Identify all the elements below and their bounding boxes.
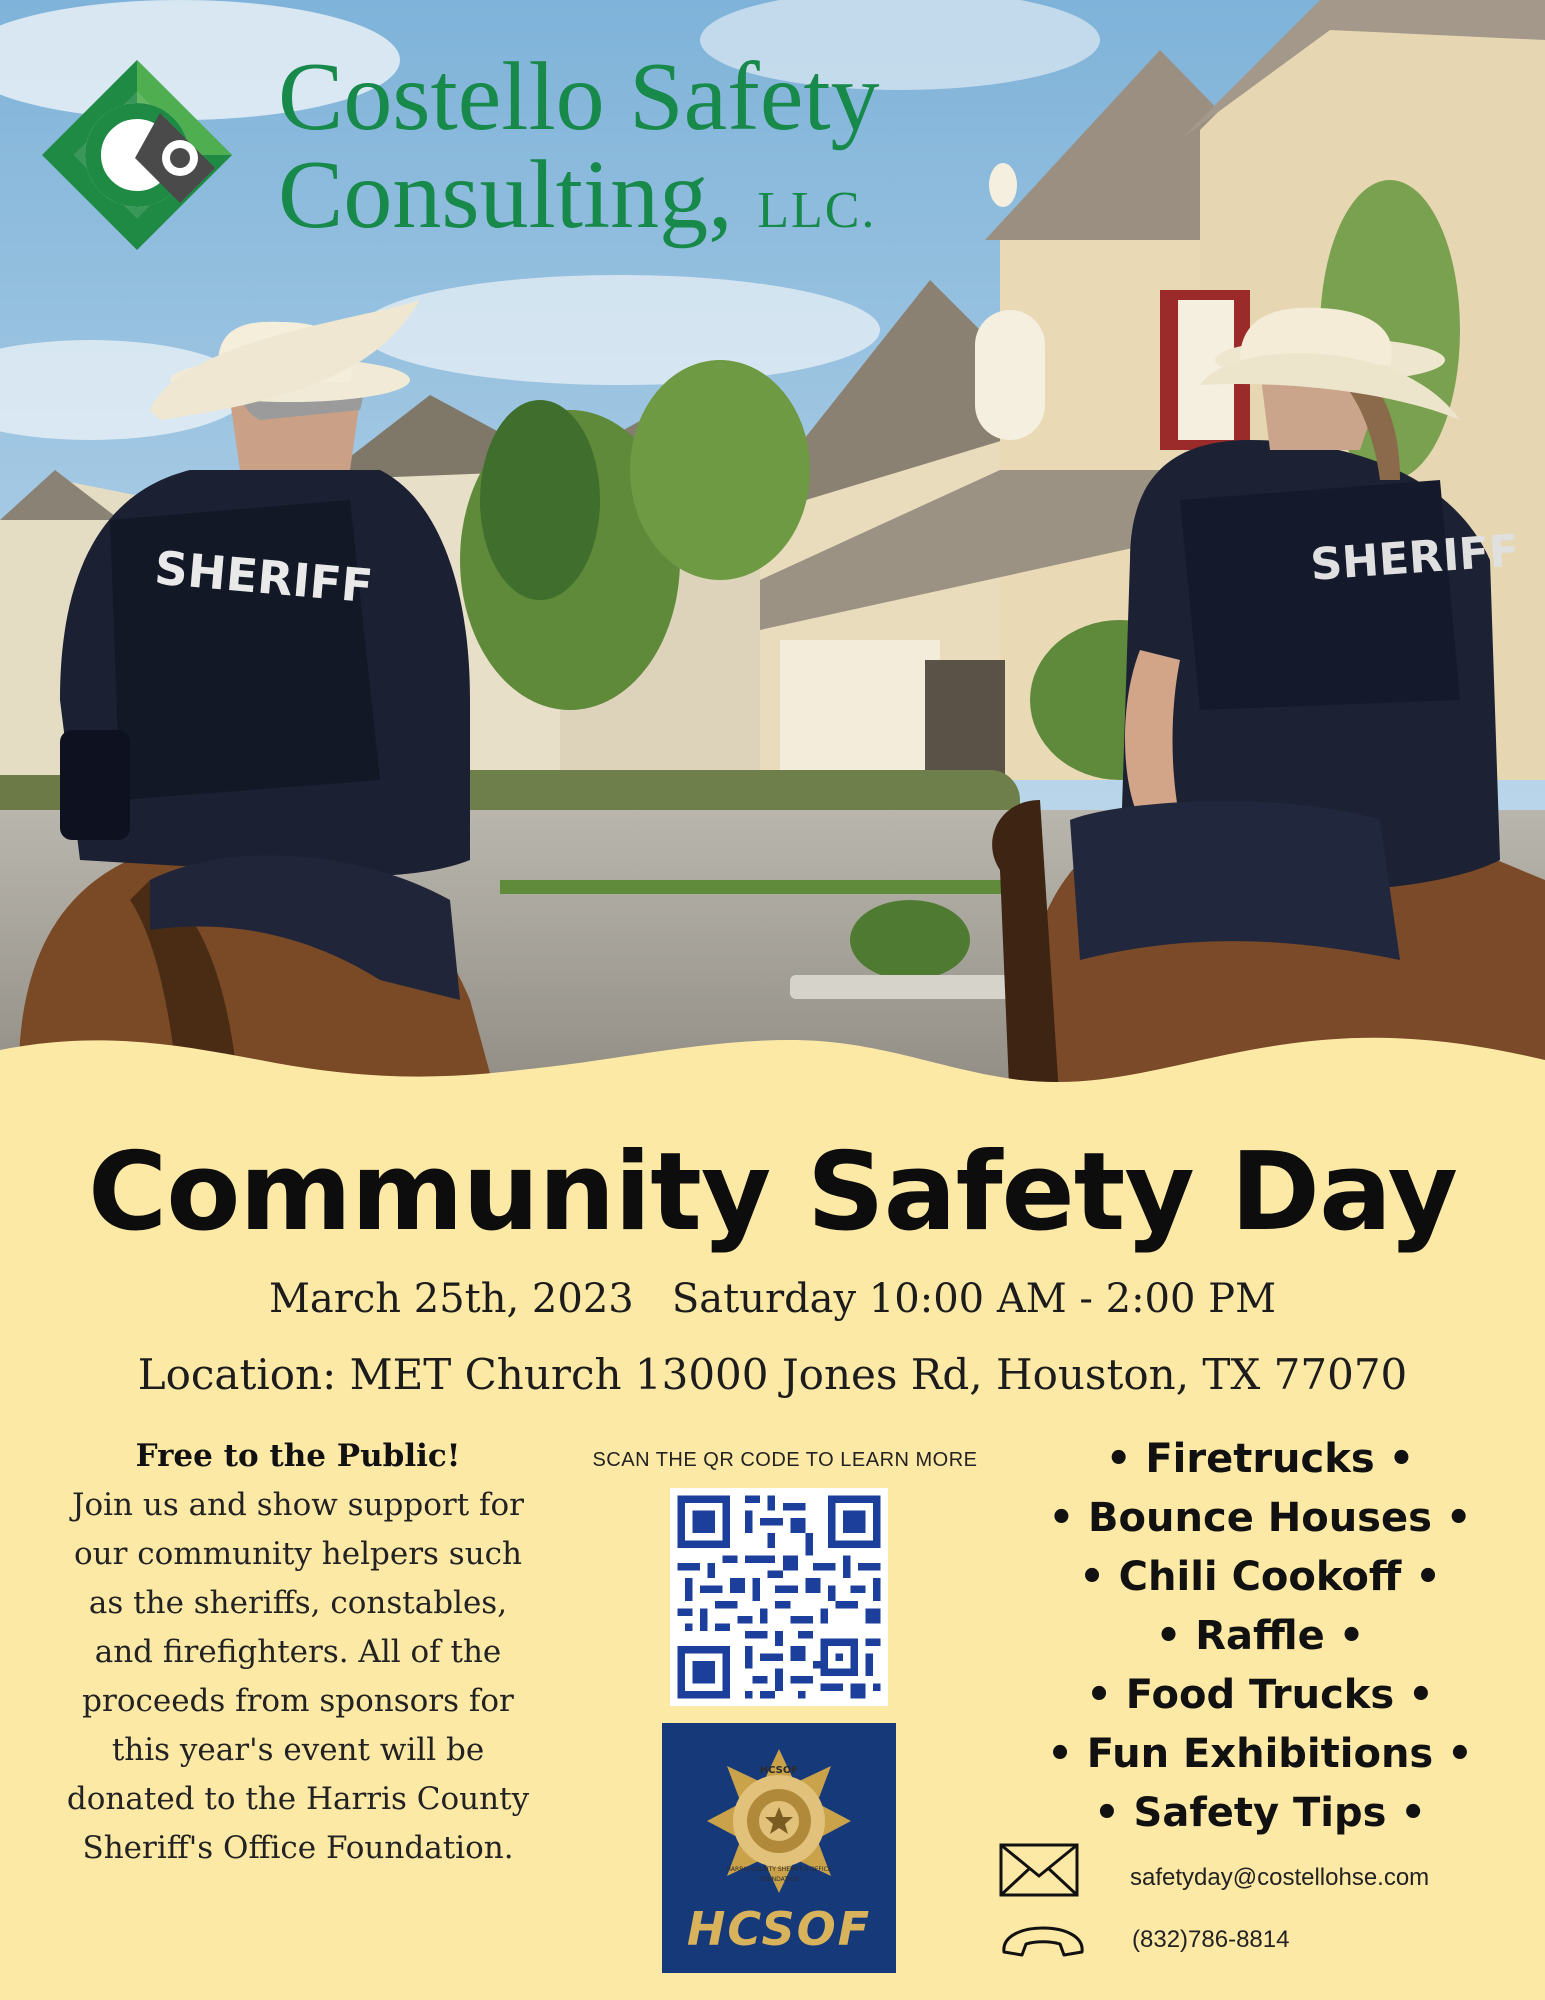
contact-phone[interactable]: (832)786-8814: [1132, 1926, 1290, 1953]
costello-logo-icon: [40, 58, 235, 253]
event-title: Community Safety Day: [87, 1130, 1458, 1255]
badge-ring-text: HARRIS COUNTY SHERIFF'S OFFICE: [726, 1866, 832, 1873]
event-description: [58, 1432, 538, 1873]
qr-code[interactable]: [670, 1488, 888, 1706]
feature-item: • Firetrucks •: [1105, 1436, 1415, 1482]
phone-icon: [998, 1922, 1088, 1962]
vest-label-right: SHERIFF: [1308, 525, 1521, 591]
contact-email[interactable]: safetyday@costellohse.com: [1130, 1864, 1430, 1891]
feature-item: • Safety Tips •: [1094, 1790, 1426, 1836]
vest-label-left: SHERIFF: [152, 540, 375, 614]
company-suffix: LLC.: [757, 182, 877, 239]
company-name-line1: Costello Safety: [278, 43, 880, 151]
company-name: [278, 43, 880, 260]
qr-caption: SCAN THE QR CODE TO LEARN MORE: [592, 1449, 978, 1471]
badge-bottom-text: FOUNDATION: [759, 1876, 799, 1883]
event-date-time: March 25th, 2023 Saturday 10:00 AM - 2:00 PM: [268, 1276, 1277, 1322]
event-location: Location: MET Church 13000 Jones Rd, Houston, TX 77070: [137, 1350, 1408, 1399]
free-headline: Free to the Public!: [135, 1438, 461, 1474]
company-name-line2: Consulting,: [278, 141, 733, 249]
feature-item: • Chili Cookoff •: [1079, 1554, 1441, 1600]
envelope-icon: [998, 1842, 1080, 1898]
feature-item: • Fun Exhibitions •: [1047, 1731, 1473, 1777]
feature-item: • Raffle •: [1155, 1613, 1365, 1659]
hcsof-wordmark: HCSOF: [686, 1902, 872, 1956]
feature-item: • Bounce Houses •: [1048, 1495, 1472, 1541]
description-body: Join us and show support for our community helpers such as the sheriffs, constables, and firefighters. All of the proceeds from sponsors for this year's event will be donated to the Harris County Sheriff's Office Foundation.: [66, 1487, 530, 1866]
feature-list: [1010, 1430, 1510, 1843]
badge-top-text: HCSOF: [759, 1765, 799, 1776]
feature-item: • Food Trucks •: [1086, 1672, 1434, 1718]
hcsof-logo: [662, 1723, 896, 1973]
